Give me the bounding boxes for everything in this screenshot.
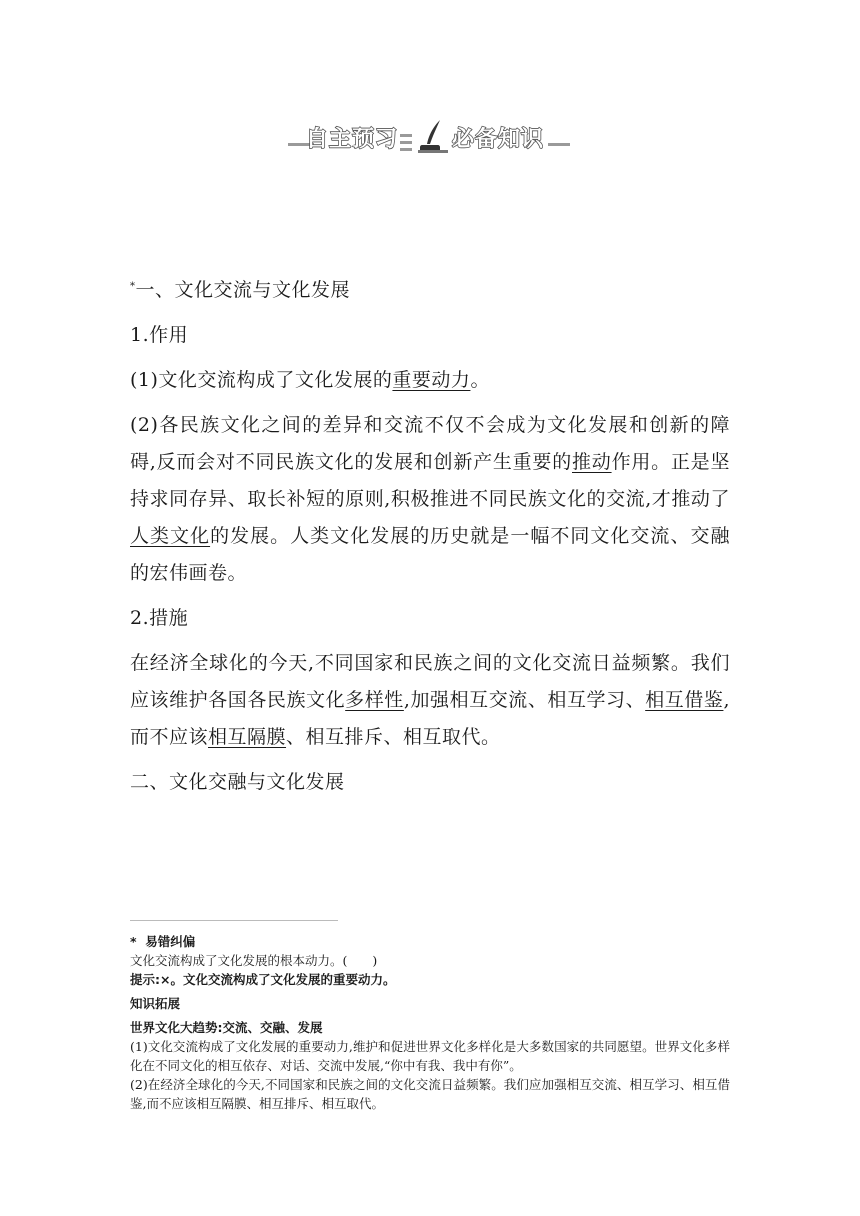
note-extension-title: 知识拓展	[130, 996, 181, 1011]
main-text	[130, 268, 730, 809]
subheading-function: 1.作用	[130, 324, 189, 346]
key-term: 相互隔膜	[208, 726, 287, 748]
paragraph-2: (2)各民族文化之间的差异和交流不仅不会成为文化发展和创新的障碍,反而会对不同民族文化的发展和创新产生重要的推动作用。正是坚持求同存异、取长补短的原则,积极推进不同民族文化的交流,才推动了人类文化的发展。人类文化发展的历史就是一幅不同文化交流、交融的宏伟画卷。	[130, 414, 730, 584]
banner-rule-right	[548, 143, 570, 146]
key-term: 相互借鉴	[645, 689, 724, 711]
heading-cultural-fusion: 二、文化交融与文化发展	[130, 771, 345, 793]
heading-cultural-exchange: *一、文化交流与文化发展	[130, 279, 351, 301]
footnote-marker: *	[130, 281, 136, 292]
paragraph-1: (1)文化交流构成了文化发展的重要动力。	[130, 369, 490, 391]
paragraph-3: 在经济全球化的今天,不同国家和民族之间的文化交流日益频繁。我们应该维护各国各民族文化多样性,加强相互交流、相互学习、相互借鉴,而不应该相互隔膜、相互排斥、相互取代。	[130, 652, 730, 748]
footnote-notes	[130, 932, 730, 1113]
key-term: 推动	[572, 451, 612, 473]
note-extension-subtitle: 世界文化大趋势:交流、交融、发展	[130, 1020, 323, 1035]
footnote-divider	[130, 920, 338, 921]
key-term: 多样性	[345, 689, 404, 711]
banner-equals-decoration	[400, 134, 412, 151]
key-term: 重要动力	[392, 369, 471, 391]
note-extension-paragraph-1: (1)文化交流构成了文化发展的重要动力,维护和促进世界文化多样化是大多数国家的共同愿望。世界文化多样化在不同文化的相互依存、对话、交流中发展,“你中有我、我中有你”。	[130, 1039, 730, 1073]
note-extension-paragraph-2: (2)在经济全球化的今天,不同国家和民族之间的文化交流日益频繁。我们应加强相互交流、相互学习、相互借鉴,而不应该相互隔膜、相互排斥、相互取代。	[130, 1077, 730, 1111]
key-term: 人类文化	[130, 525, 211, 547]
note-error-correction-title: * 易错纠偏	[130, 934, 196, 949]
note-question: 文化交流构成了文化发展的根本动力。( )	[130, 953, 378, 968]
banner-right-text: 必备知识	[452, 127, 545, 152]
note-hint: 提示:×。文化交流构成了文化发展的重要动力。	[130, 972, 396, 987]
banner-left-text: 自主预习	[306, 127, 399, 152]
section-banner	[288, 118, 570, 154]
subheading-measures: 2.措施	[130, 607, 189, 629]
quill-pen-icon	[416, 118, 450, 154]
